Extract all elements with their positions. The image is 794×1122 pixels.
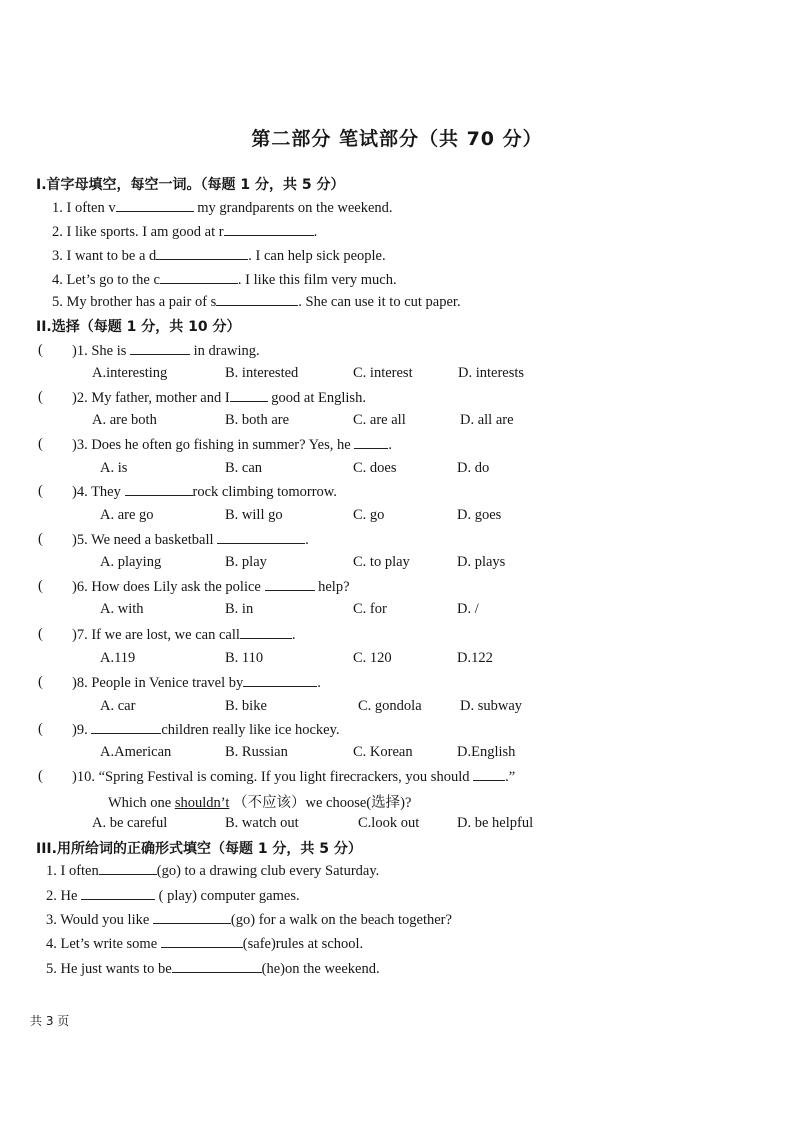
q6-option-a[interactable]: A. with [100, 601, 144, 617]
q8-post: . [317, 675, 321, 691]
q2-pre: )2. My father, mother and I [72, 390, 230, 406]
answer-blank[interactable] [153, 911, 231, 924]
s3-item-3-post: (go) for a walk on the beach together? [230, 912, 452, 928]
q3-option-a[interactable]: A. is [100, 460, 128, 476]
s1-item-2-post: . [313, 224, 318, 240]
q10-pre: )10. “Spring Festival is coming. If you light firecrackers, you should [72, 769, 474, 785]
question-blank [354, 436, 388, 449]
question-blank [240, 626, 292, 639]
q9-option-d[interactable]: D.English [457, 744, 516, 760]
s2-question-7 [72, 626, 296, 644]
section-1-heading: I.首字母填空，每空一词。（每题 1 分，共 5 分） [36, 177, 345, 193]
answer-paren[interactable]: ( [38, 483, 43, 499]
s2-question-10 [72, 768, 515, 786]
question-blank [130, 342, 190, 355]
s3-item-1-post: (go) to a drawing club every Saturday. [156, 863, 380, 879]
q1-option-d[interactable]: D. interests [458, 365, 525, 381]
q5-option-b[interactable]: B. play [225, 554, 267, 570]
question-blank [230, 389, 268, 402]
answer-blank[interactable] [156, 247, 248, 260]
s3-item-4-post: (safe)rules at school. [242, 936, 364, 952]
q6-option-c[interactable]: C. for [353, 601, 387, 617]
q4-option-c[interactable]: C. go [353, 507, 385, 523]
q6-option-b[interactable]: B. in [225, 601, 254, 617]
q8-option-a[interactable]: A. car [100, 698, 136, 714]
section-2-heading: II.选择（每题 1 分，共 10 分） [36, 319, 241, 335]
q8-option-d[interactable]: D. subway [460, 698, 523, 714]
s1-item-4-post: . I like this film very much. [237, 272, 397, 288]
s3-item-2-pre: 2. He [46, 888, 82, 904]
s3-item-2-post: ( play) computer games. [155, 888, 300, 904]
answer-paren[interactable]: ( [38, 342, 43, 358]
q6-post: help? [314, 579, 350, 595]
q4-post: rock climbing tomorrow. [192, 484, 337, 500]
q7-option-a[interactable]: A.119 [100, 650, 136, 666]
question-blank [91, 721, 161, 734]
s1-item-4-pre: 4. Let’s go to the c [52, 272, 160, 288]
s2-question-4 [72, 483, 337, 501]
q4-pre: )4. They [72, 484, 125, 500]
answer-paren[interactable]: ( [38, 768, 43, 784]
q10-option-d[interactable]: D. be helpful [457, 815, 534, 831]
s3-item-5 [46, 960, 380, 978]
q10-option-b[interactable]: B. watch out [225, 815, 299, 831]
q7-option-d[interactable]: D.122 [457, 650, 493, 666]
s1-item-5-pre: 5. My brother has a pair of s [52, 294, 217, 310]
answer-blank[interactable] [160, 271, 238, 284]
q8-pre: )8. People in Venice travel by [72, 675, 244, 691]
question-blank [473, 768, 505, 781]
s2-question-5 [72, 531, 309, 549]
s1-item-1-post: my grandparents on the weekend. [193, 200, 393, 216]
q10-post: .” [505, 769, 516, 785]
q7-option-c[interactable]: C. 120 [353, 650, 392, 666]
s2-question-6 [72, 578, 350, 596]
question-blank [265, 578, 315, 591]
q9-pre: )9. [72, 722, 92, 738]
answer-paren[interactable]: ( [38, 721, 43, 737]
q1-option-b[interactable]: B. interested [225, 365, 299, 381]
s3-item-5-post: (he)on the weekend. [261, 961, 380, 977]
s1-item-3-post: . I can help sick people. [248, 248, 386, 264]
answer-blank[interactable] [172, 960, 262, 973]
s1-item-4 [52, 271, 397, 289]
s1-item-2 [52, 223, 317, 241]
q5-option-c[interactable]: C. to play [353, 554, 410, 570]
q6-option-d[interactable]: D. / [457, 601, 479, 617]
s1-item-5-post: . She can use it to cut paper. [298, 294, 461, 310]
s3-item-4-pre: 4. Let’s write some [46, 936, 161, 952]
q10-sub-pre: Which one [108, 795, 175, 811]
q2-option-a[interactable]: A. are both [92, 412, 157, 428]
q3-option-b[interactable]: B. can [225, 460, 263, 476]
q1-post: in drawing. [190, 343, 260, 359]
s3-item-2 [46, 887, 300, 905]
page-title: 第二部分 笔试部分（共 70 分） [251, 128, 543, 150]
q2-post: good at English. [267, 390, 366, 406]
q3-pre: )3. Does he often go fishing in summer? Yes, he [72, 437, 355, 453]
s3-item-1 [46, 862, 379, 880]
q3-option-d[interactable]: D. do [457, 460, 490, 476]
q5-pre: )5. We need a basketball [72, 532, 218, 548]
q9-option-b[interactable]: B. Russian [225, 744, 288, 760]
q9-post: children really like ice hockey. [161, 722, 340, 738]
q10-option-c[interactable]: C.look out [358, 815, 420, 831]
q2-option-b[interactable]: B. both are [225, 412, 290, 428]
answer-blank[interactable] [81, 887, 155, 900]
s1-item-2-pre: 2. I like sports. I am good at r [52, 224, 224, 240]
s2-question-2 [72, 389, 366, 407]
q7-post: . [291, 627, 296, 643]
s3-item-3 [46, 911, 452, 929]
q2-option-c[interactable]: C. are all [353, 412, 406, 428]
s3-item-4 [46, 935, 363, 953]
answer-blank[interactable] [161, 935, 243, 948]
answer-paren[interactable]: ( [38, 389, 43, 405]
section-3-heading: III.用所给词的正确形式填空（每题 1 分，共 5 分） [36, 841, 362, 857]
q8-option-c[interactable]: C. gondola [358, 698, 422, 714]
s2-question-9 [72, 721, 340, 739]
s1-item-1-pre: 1. I often v [52, 200, 116, 216]
q1-option-a[interactable]: A.interesting [92, 365, 168, 381]
q4-option-b[interactable]: B. will go [225, 507, 283, 523]
q1-option-c[interactable]: C. interest [353, 365, 413, 381]
q5-option-d[interactable]: D. plays [457, 554, 506, 570]
answer-paren[interactable]: ( [38, 578, 43, 594]
question-blank [125, 483, 193, 496]
answer-blank[interactable] [116, 199, 194, 212]
s1-item-5 [52, 293, 461, 311]
q5-post: . [305, 532, 309, 548]
q10-sub-post: （不应该）we choose(选择)? [229, 795, 412, 811]
q4-option-a[interactable]: A. are go [100, 507, 154, 523]
q3-option-c[interactable]: C. does [353, 460, 397, 476]
answer-paren[interactable]: ( [38, 674, 43, 690]
answer-paren[interactable]: ( [38, 626, 43, 642]
s1-item-1 [52, 199, 393, 217]
answer-paren[interactable]: ( [38, 436, 43, 452]
s2-question-1 [72, 342, 260, 360]
s1-item-3 [52, 247, 386, 265]
answer-blank[interactable] [216, 293, 298, 306]
q9-option-a[interactable]: A.American [100, 744, 172, 760]
q7-option-b[interactable]: B. 110 [225, 650, 264, 666]
s3-item-5-pre: 5. He just wants to be [46, 961, 172, 977]
q5-option-a[interactable]: A. playing [100, 554, 162, 570]
s2-question-3 [72, 436, 392, 454]
q10-sub-underlined: shouldn’t [174, 795, 230, 811]
answer-blank[interactable] [99, 862, 157, 875]
s2-question-8 [72, 674, 321, 692]
answer-paren[interactable]: ( [38, 531, 43, 547]
page-count-footer: 共 3 页 [30, 1014, 70, 1028]
q8-option-b[interactable]: B. bike [225, 698, 267, 714]
answer-blank[interactable] [224, 223, 314, 236]
s3-item-3-pre: 3. Would you like [46, 912, 153, 928]
q6-pre: )6. How does Lily ask the police [72, 579, 265, 595]
question-blank [243, 674, 317, 687]
question-blank [217, 531, 305, 544]
q10-subline [108, 791, 411, 812]
q7-pre: )7. If we are lost, we can call [72, 627, 240, 643]
q10-option-a[interactable]: A. be careful [92, 815, 168, 831]
s3-item-1-pre: 1. I often [46, 863, 99, 879]
s1-item-3-pre: 3. I want to be a d [52, 248, 157, 264]
q1-pre: )1. She is [72, 343, 130, 359]
q4-option-d[interactable]: D. goes [457, 507, 502, 523]
q2-option-d[interactable]: D. all are [460, 412, 514, 428]
q9-option-c[interactable]: C. Korean [353, 744, 413, 760]
q3-post: . [388, 437, 392, 453]
